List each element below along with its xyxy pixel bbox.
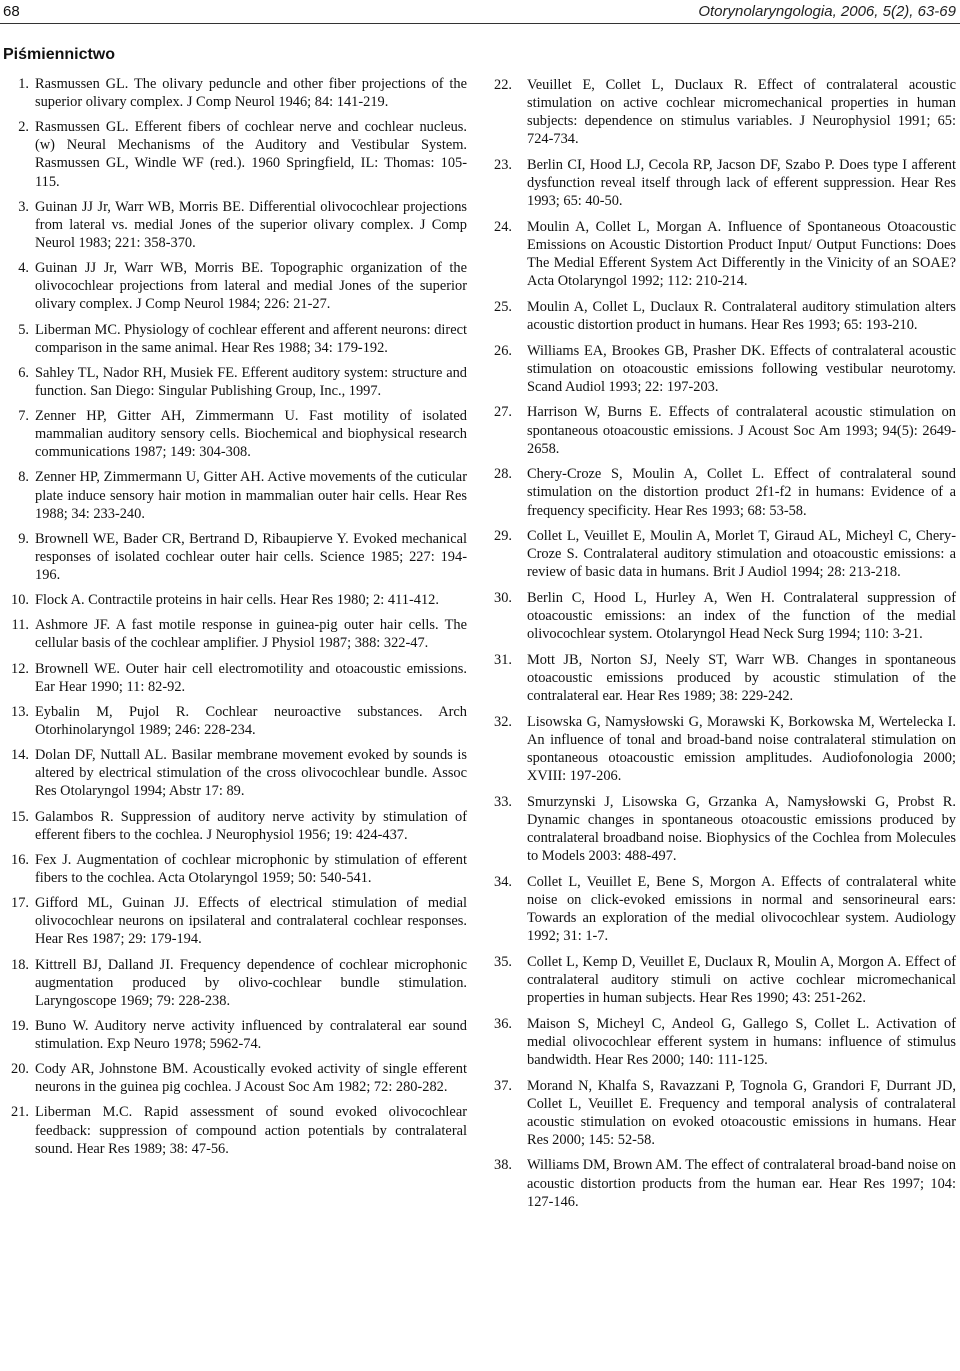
reference-text: Williams DM, Brown AM. The effect of contralateral broad-band noise on acoustic distortion products from the human ear. Hear Res 1997; 104: 127-146. bbox=[527, 1157, 956, 1210]
reference-item bbox=[3, 364, 467, 400]
reference-number: 30. bbox=[494, 590, 512, 607]
reference-text: Harrison W, Burns E. Effects of contralateral acoustic stimulation on spontaneous otoacoustic emissions. J Acoust Soc Am 1993; 94(5): 2649-2658. bbox=[527, 404, 956, 457]
reference-item bbox=[3, 1103, 467, 1157]
reference-item bbox=[3, 118, 467, 190]
reference-number: 37. bbox=[494, 1077, 512, 1094]
reference-text: Mott JB, Norton SJ, Neely ST, Warr WB. Changes in spontaneous otoacoustic emissions produced by acoustic stimulation of the contralateral ear. Hear Res 1989; 38: 229-242. bbox=[527, 651, 956, 705]
reference-item bbox=[494, 403, 956, 457]
reference-item bbox=[3, 746, 467, 800]
reference-text: Moulin A, Collet L, Morgan A. Influence of Spontaneous Otoacoustic Emissions on Acoustic Distortion Product Input/ Output Functions: Does The Medial Efferent System Act Differently in the Vinicity of an SOAE? Acta Otolaryngol 1992; 112: 210-214. bbox=[527, 218, 956, 290]
reference-text: Lisowska G, Namysłowski G, Morawski K, Borkowska M, Wertelecka I. An influence of tonal and broad-band noise contralateral stimulation on spontaneous otoacoustic emission amplitudes. Audiofonologia 2000; XVIII: 197-206. bbox=[527, 713, 956, 785]
reference-item bbox=[3, 1060, 467, 1096]
reference-item bbox=[494, 953, 956, 1007]
reference-item bbox=[494, 793, 956, 865]
reference-text: Berlin C, Hood L, Hurley A, Wen H. Contralateral suppression of otoacoustic emissions: an index of the function of the medial olivocochlear system. Otolaryngol Head Neck Surg 1994; 110: 3-21. bbox=[527, 590, 956, 643]
reference-number: 6. bbox=[18, 364, 29, 381]
reference-number: 15. bbox=[11, 808, 29, 825]
reference-item bbox=[494, 527, 956, 581]
references-left-column bbox=[3, 75, 467, 1165]
reference-number: 38. bbox=[494, 1157, 512, 1174]
page-number: 68 bbox=[3, 3, 20, 20]
reference-number: 12. bbox=[11, 660, 29, 677]
reference-number: 25. bbox=[494, 298, 512, 315]
reference-number: 17. bbox=[11, 895, 29, 912]
reference-number: 26. bbox=[494, 342, 512, 359]
reference-item bbox=[3, 530, 467, 584]
reference-item bbox=[494, 156, 956, 210]
reference-text: Dolan DF, Nuttall AL. Basilar membrane movement evoked by sounds is altered by electrical stimulation of the cross olivocochlear bundle. Assoc Res Otolaryngol 1994; Abstr 17: 89. bbox=[35, 747, 467, 800]
reference-item bbox=[3, 591, 467, 609]
reference-item bbox=[3, 851, 467, 887]
reference-item bbox=[494, 1015, 956, 1069]
reference-item bbox=[3, 321, 467, 357]
reference-text: Rasmussen GL. The olivary peduncle and other fiber projections of the superior olivary complex. J Comp Neurol 1946; 84: 141-219. bbox=[35, 76, 467, 111]
reference-number: 5. bbox=[18, 321, 29, 338]
reference-text: Morand N, Khalfa S, Ravazzani P, Tognola G, Grandori F, Durrant JD, Collet L, Veuillet E. Frequency and temporal analysis of contralateral acoustic stimulation on evoked otoacoustic emissions in humans. Hear Res 2000; 145: 52-58. bbox=[527, 1077, 956, 1148]
reference-number: 4. bbox=[18, 260, 29, 277]
reference-text: Veuillet E, Collet L, Duclaux R. Effect of contralateral acoustic stimulation on active cochlear micromechanical properties in human subjects: dependence on stimulus variables. J Neurophysiol 1991; 65: 724-734. bbox=[527, 77, 956, 148]
reference-number: 34. bbox=[494, 873, 512, 890]
reference-item bbox=[494, 713, 956, 785]
reference-number: 9. bbox=[18, 530, 29, 547]
reference-number: 3. bbox=[18, 198, 29, 215]
reference-item bbox=[3, 956, 467, 1010]
reference-number: 33. bbox=[494, 793, 512, 810]
reference-number: 8. bbox=[18, 469, 29, 486]
reference-number: 36. bbox=[494, 1015, 512, 1032]
reference-text: Berlin CI, Hood LJ, Cecola RP, Jacson DF, Szabo P. Does type I afferent dysfunction reveal itself through lack of efferent suppression. Hear Res 1993; 65: 40-50. bbox=[527, 156, 956, 210]
reference-number: 35. bbox=[494, 953, 512, 970]
reference-item bbox=[494, 342, 956, 396]
reference-number: 32. bbox=[494, 713, 512, 730]
reference-text: Chery-Croze S, Moulin A, Collet L. Effect of contralateral sound stimulation on the distortion product 2f1-f2 in humans: Evidence of a frequency specificity. Hear Res 1993; 68: 53-58. bbox=[527, 466, 956, 519]
header-divider bbox=[0, 23, 960, 24]
page-header bbox=[0, 0, 960, 24]
reference-number: 20. bbox=[11, 1061, 29, 1078]
reference-number: 29. bbox=[494, 528, 512, 545]
reference-text: Galambos R. Suppression of auditory nerve activity by stimulation of efferent fibers to the cochlea. J Neurophysiol 1956; 19: 424-437. bbox=[35, 808, 467, 843]
references-right-column bbox=[494, 76, 956, 1218]
reference-text: Flock A. Contractile proteins in hair cells. Hear Res 1980; 2: 411-412. bbox=[35, 592, 439, 609]
reference-number: 10. bbox=[11, 592, 29, 609]
reference-item bbox=[3, 75, 467, 111]
reference-text: Rasmussen GL. Efferent fibers of cochlear nerve and cochlear nucleus. (w) Neural Mechanisms of the Auditory and Vestibular System. Rasmussen GL, Windle WF (red.). 1960 Springfield, IL: Thomas: 105-115. bbox=[35, 119, 467, 190]
reference-item bbox=[3, 259, 467, 313]
reference-item bbox=[3, 468, 467, 522]
reference-item bbox=[3, 198, 467, 252]
reference-number: 13. bbox=[11, 703, 29, 720]
reference-text: Guinan JJ Jr, Warr WB, Morris BE. Differential olivocochlear projections from lateral vs. medial Jones of the superior olivary complex. J Comp Neurol 1983; 221: 358-370. bbox=[35, 198, 467, 251]
reference-number: 22. bbox=[494, 77, 512, 93]
reference-item bbox=[3, 660, 467, 696]
reference-text: Guinan JJ Jr, Warr WB, Morris BE. Topographic organization of the olivocochlear projections from lateral and medial Jones of the superior olivary complex. J Comp Neurol 1984; 226: 21-27. bbox=[35, 260, 467, 313]
reference-text: Williams EA, Brookes GB, Prasher DK. Effects of contralateral acoustic stimulation on otoacoustic emissions following vestibular neurotomy. Scand Audiol 1993; 22: 197-203. bbox=[527, 342, 956, 395]
reference-text: Brownell WE, Bader CR, Bertrand D, Ribaupierve Y. Evoked mechanical responses of isolated cochlear outer hair cells. Science 1985; 227: 194-196. bbox=[35, 530, 467, 583]
reference-number: 27. bbox=[494, 404, 512, 421]
reference-text: Gifford ML, Guinan JJ. Effects of electrical stimulation of medial olivocochlear neurons on ipsilateral and contralateral cochlear responses. Hear Res 1987; 29: 179-194. bbox=[35, 895, 467, 948]
reference-number: 7. bbox=[18, 408, 29, 425]
reference-text: Buno W. Auditory nerve activity influenced by contralateral ear sound stimulation. Exp Neuro 1978; 5962-74. bbox=[35, 1017, 467, 1052]
reference-list-left bbox=[3, 75, 467, 1158]
reference-text: Sahley TL, Nador RH, Musiek FE. Efferent auditory system: structure and function. San Diego: Singular Publishing Group, Inc., 1997. bbox=[35, 364, 467, 399]
reference-item bbox=[494, 76, 956, 148]
reference-item bbox=[3, 703, 467, 739]
reference-item bbox=[494, 465, 956, 519]
reference-text: Moulin A, Collet L, Duclaux R. Contralateral auditory stimulation alters acoustic distortion product in humans. Hear Res 1993; 65: 193-210. bbox=[527, 298, 956, 333]
reference-number: 16. bbox=[11, 851, 29, 868]
reference-text: Fex J. Augmentation of cochlear microphonic by stimulation of efferent fibers to the cochlea. Acta Otolaryngol 1959; 50: 540-541. bbox=[35, 851, 467, 886]
reference-text: Collet L, Kemp D, Veuillet E, Duclaux R, Moulin A, Morgon A. Effect of contralateral auditory stimuli on active cochlear micromechanical properties in human subjects. Hear Res 1990; 43: 251-262. bbox=[527, 953, 956, 1006]
reference-number: 28. bbox=[494, 466, 512, 483]
reference-number: 31. bbox=[494, 651, 512, 668]
reference-text: Maison S, Micheyl C, Andeol G, Gallego S, Collet L. Activation of medial olivocochlear efferent system in humans: influence of stimulus bandwidth. Hear Res 2000; 140: 111-125. bbox=[527, 1015, 956, 1068]
reference-item bbox=[494, 873, 956, 945]
reference-number: 18. bbox=[11, 956, 29, 973]
reference-text: Kittrell BJ, Dalland JI. Frequency dependence of cochlear microphonic augmentation produced by olivo-cochlear bundle stimulation. Laryngoscope 1969; 79: 228-238. bbox=[35, 956, 467, 1009]
section-title: Piśmiennictwo bbox=[3, 46, 116, 63]
reference-text: Liberman M.C. Rapid assessment of sound evoked olivocochlear feedback: suppression of compound action potentials by contralateral sound. Hear Res 1989; 38: 47-56. bbox=[35, 1104, 467, 1157]
reference-item bbox=[3, 1017, 467, 1053]
reference-text: Cody AR, Johnstone BM. Acoustically evoked activity of single efferent neurons in the guinea pig cochlea. J Acoust Soc Am 1982; 72: 280-282. bbox=[35, 1061, 467, 1096]
reference-number: 21. bbox=[11, 1104, 29, 1121]
reference-number: 19. bbox=[11, 1017, 29, 1034]
reference-text: Collet L, Veuillet E, Moulin A, Morlet T, Giraud AL, Micheyl C, Chery-Croze S. Contralateral auditory stimulation and otoacoustic emissions: a review of basic data in humans. Brit J Audiol 1994; 28: 213-218. bbox=[527, 528, 956, 581]
reference-text: Zenner HP, Gitter AH, Zimmermann U. Fast motility of isolated mammalian auditory sensory cells. Biochemical and biophysical research communications 1987; 149: 304-308. bbox=[35, 408, 467, 461]
reference-text: Collet L, Veuillet E, Bene S, Morgon A. Effects of contralateral white noise on click-evoked emissions in normal and sensorineural ears: Towards an exploration of the medial olivocochlear system. Audiology 1992; 31: 1-7. bbox=[527, 873, 956, 945]
reference-item bbox=[3, 894, 467, 948]
reference-item bbox=[494, 651, 956, 705]
reference-item bbox=[494, 1077, 956, 1149]
reference-text: Ashmore JF. A fast motile response in guinea-pig outer hair cells. The cellular basis of the cochlear amplifier. J Physiol 1987; 388: 322-47. bbox=[35, 617, 467, 652]
reference-item bbox=[494, 589, 956, 643]
reference-list-right bbox=[494, 76, 956, 1211]
reference-text: Zenner HP, Zimmermann U, Gitter AH. Active movements of the cuticular plate induce sensory hair motion in mammalian outer hair cells. Hear Res 1988; 34: 233-240. bbox=[35, 469, 467, 522]
reference-item bbox=[3, 616, 467, 652]
reference-text: Eybalin M, Pujol R. Cochlear neuroactive substances. Arch Otorhinolaryngol 1989; 246: 228-234. bbox=[35, 703, 467, 739]
reference-text: Liberman MC. Physiology of cochlear efferent and afferent neurons: direct comparison in the same animal. Hear Res 1988; 34: 179-192. bbox=[35, 321, 467, 356]
reference-number: 1. bbox=[18, 76, 29, 92]
journal-citation: Otorynolaryngologia, 2006, 5(2), 63-69 bbox=[698, 3, 956, 20]
reference-number: 23. bbox=[494, 156, 512, 173]
reference-number: 2. bbox=[18, 119, 29, 136]
reference-item bbox=[494, 218, 956, 290]
reference-item bbox=[494, 1156, 956, 1210]
reference-number: 24. bbox=[494, 218, 512, 235]
reference-item bbox=[3, 407, 467, 461]
reference-text: Smurzynski J, Lisowska G, Grzanka A, Namysłowski G, Probst R. Dynamic changes in spontaneous otoacoustic emissions produced by contralateral broadband noise. Biophysics of the Cochlea from Molecules to Models 2003: 488-497. bbox=[527, 793, 956, 865]
reference-item bbox=[3, 808, 467, 844]
reference-text: Brownell WE. Outer hair cell electromotility and otoacoustic emissions. Ear Hear 1990; 11: 82-92. bbox=[35, 660, 467, 695]
reference-number: 11. bbox=[11, 617, 29, 634]
reference-item bbox=[494, 298, 956, 334]
reference-number: 14. bbox=[11, 747, 29, 764]
